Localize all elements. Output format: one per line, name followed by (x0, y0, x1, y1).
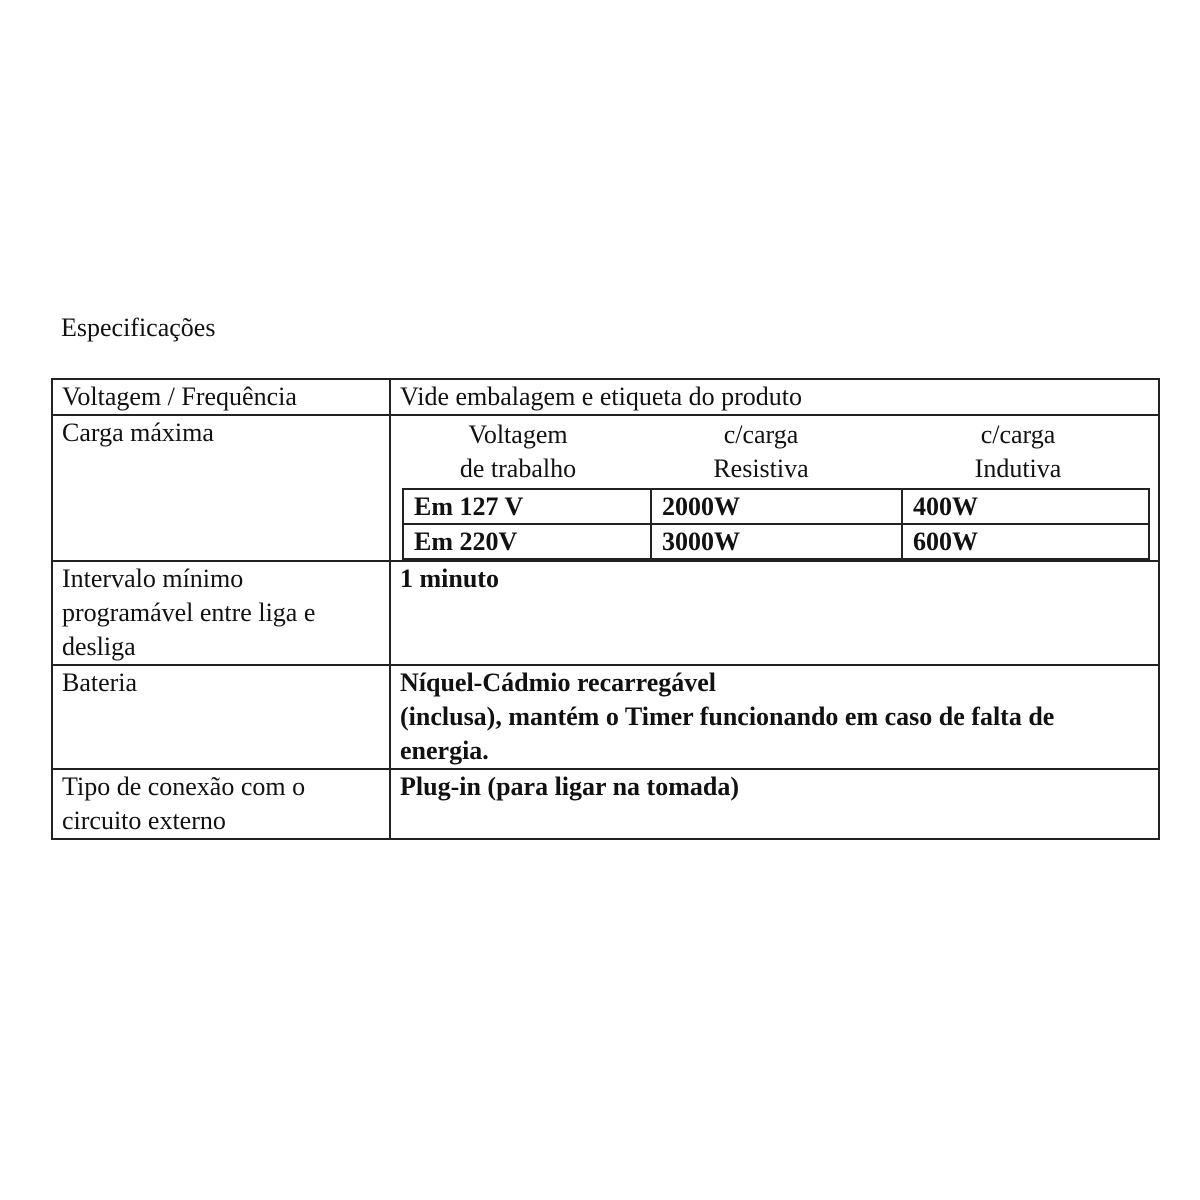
max-load-label: Carga máxima (52, 415, 390, 561)
max-load-value (390, 415, 1159, 561)
table-row (403, 524, 1149, 559)
load-resistive: 3000W (651, 524, 902, 559)
header-resistive: c/carga Resistiva (713, 420, 809, 483)
load-voltage: Em 127 V (403, 489, 651, 524)
connection-value: Plug-in (para ligar na tomada) (390, 769, 1159, 839)
header-inductive: c/carga Indutiva (974, 420, 1062, 483)
header-working-voltage: Voltagem de trabalho (459, 420, 577, 483)
load-table (402, 488, 1150, 560)
voltage-label: Voltagem / Frequência (52, 379, 390, 415)
page-title: Especificações (61, 313, 216, 342)
table-row (52, 769, 1159, 839)
interval-value: 1 minuto (390, 561, 1159, 665)
voltage-value: Vide embalagem e etiqueta do produto (390, 379, 1159, 415)
connection-label: Tipo de conexão com o circuito externo (52, 769, 390, 839)
load-resistive: 2000W (651, 489, 902, 524)
interval-label: Intervalo mínimo programável entre liga e desliga (52, 561, 390, 665)
load-header (400, 416, 1150, 486)
load-inductive: 600W (902, 524, 1149, 559)
table-row (52, 561, 1159, 665)
table-row (52, 415, 1159, 561)
battery-label: Bateria (52, 665, 390, 769)
load-voltage: Em 220V (403, 524, 651, 559)
table-row (52, 379, 1159, 415)
spec-table (51, 378, 1160, 840)
battery-value: Níquel-Cádmio recarregável (inclusa), mantém o Timer funcionando em caso de falta de energia. (390, 665, 1159, 769)
table-row (52, 665, 1159, 769)
load-inductive: 400W (902, 489, 1149, 524)
table-row (403, 489, 1149, 524)
